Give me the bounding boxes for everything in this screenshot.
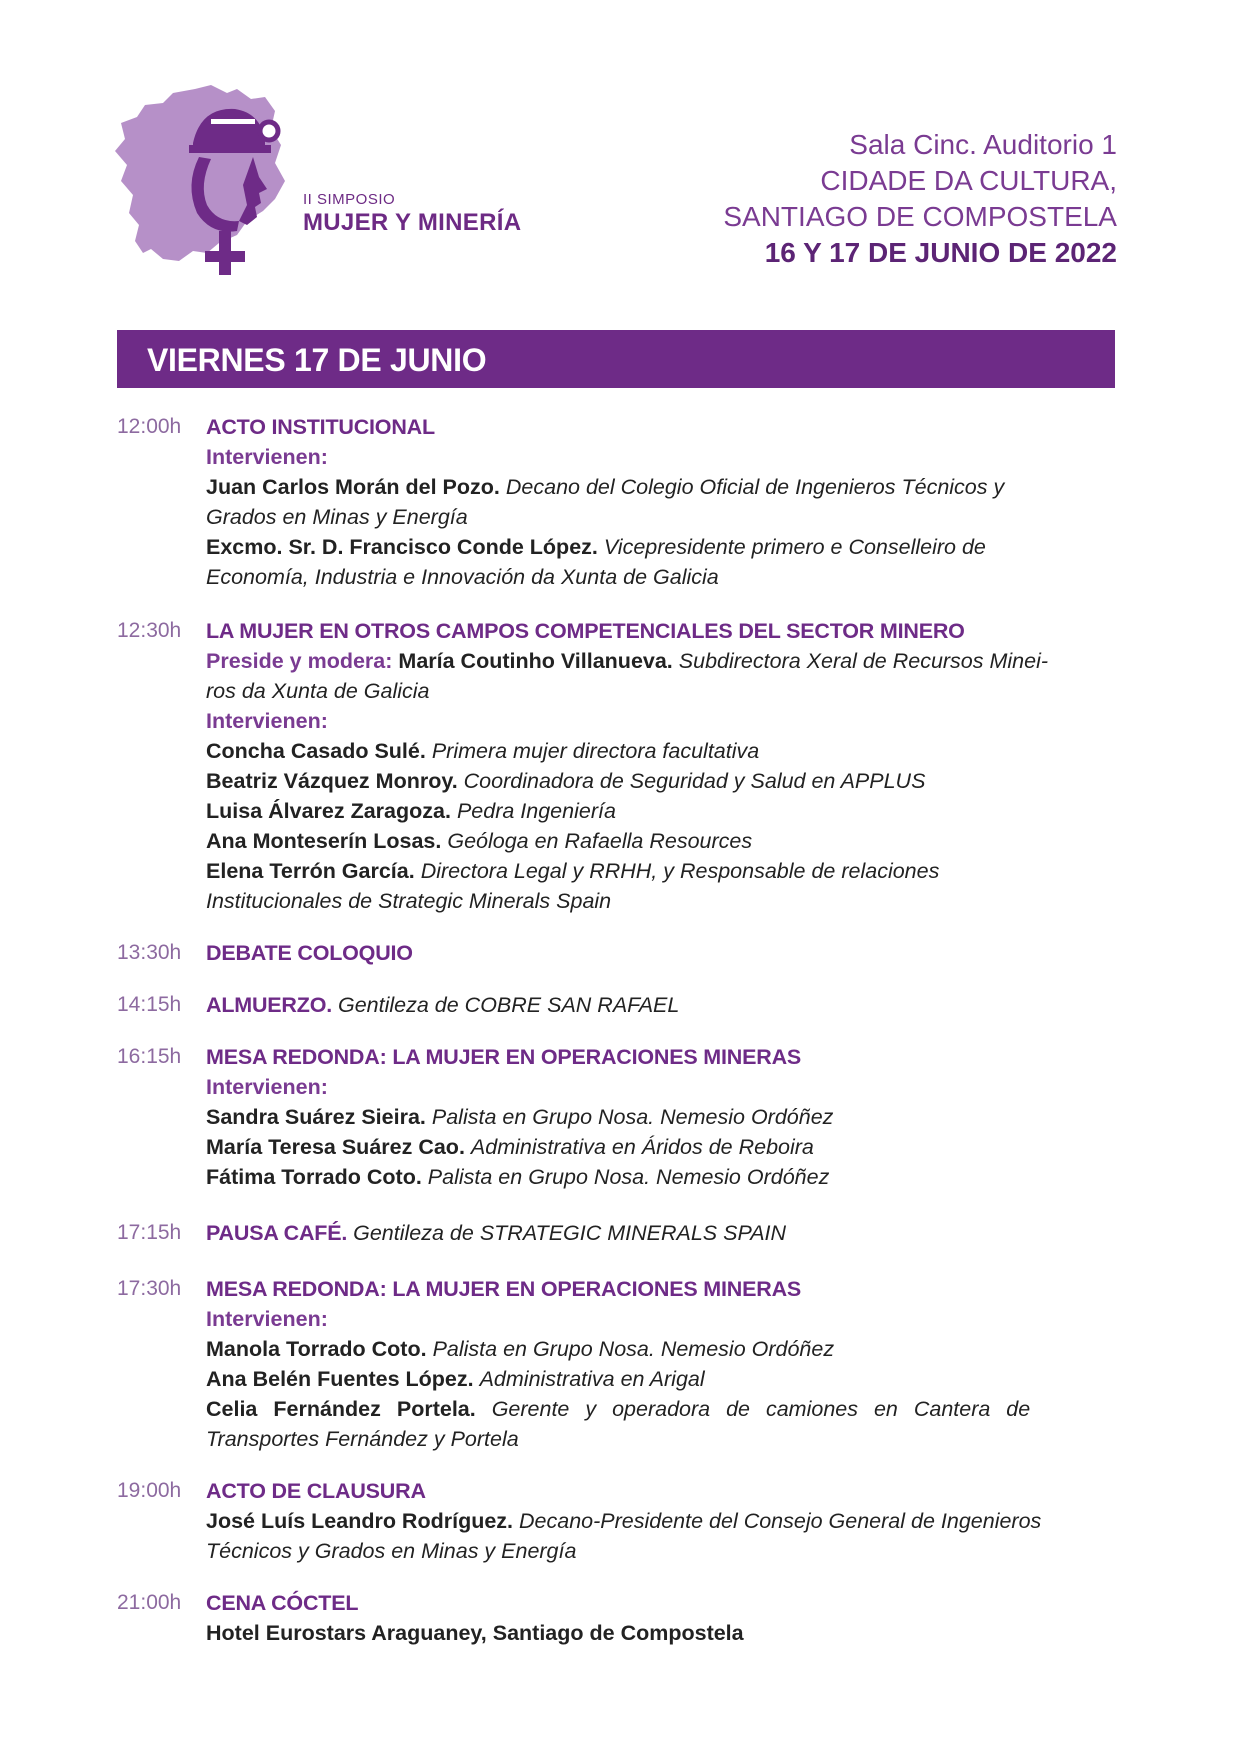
speaker-role-cont: Grados en Minas y Energía [206, 505, 468, 529]
speaker [206, 472, 1137, 502]
agenda-item [117, 1588, 1137, 1648]
speaker-name: Ana Monteserín Losas. [206, 829, 442, 853]
speaker-name: Sandra Suárez Sieira. [206, 1105, 426, 1129]
speaker [206, 1132, 1137, 1162]
speaker-role: Directora Legal y RRHH, y Responsable de relaciones [420, 859, 940, 883]
agenda-title: MESA REDONDA: LA MUJER EN OPERACIONES MINERAS [206, 1277, 802, 1301]
day-title: VIERNES 17 DE JUNIO [147, 342, 487, 378]
agenda-title: PAUSA CAFÉ. [206, 1221, 348, 1245]
agenda-title: DEBATE COLOQUIO [206, 941, 413, 965]
speaker [206, 1162, 1137, 1192]
speaker-role: Decano del Colegio Oficial de Ingenieros Técnicos y [505, 475, 1005, 499]
speaker-role: Vicepresidente primero e Conselleiro de [603, 535, 986, 559]
speaker-name: Manola Torrado Coto. [206, 1337, 427, 1361]
agenda-title: CENA CÓCTEL [206, 1591, 359, 1615]
agenda-title: ACTO INSTITUCIONAL [206, 415, 435, 439]
speaker [206, 826, 1137, 856]
venue-room: Sala Cinc. Auditorio 1 [849, 129, 1117, 160]
agenda-time: 12:30h [117, 619, 182, 642]
moderator-role-cont: ros da Xunta de Galicia [206, 679, 430, 703]
agenda-item [117, 1274, 1137, 1454]
agenda-title: ALMUERZO. [206, 993, 332, 1017]
speaker [206, 736, 1137, 766]
speaker-role: Gerente y operadora de camiones en Cantera de [491, 1397, 1031, 1421]
speaker-role: Primera mujer directora facultativa [431, 739, 760, 763]
logo-title: MUJER Y MINERÍA [303, 209, 522, 236]
agenda-time: 12:00h [117, 415, 182, 438]
speaker-name: Juan Carlos Morán del Pozo. [206, 475, 500, 499]
speaker-role: Palista en Grupo Nosa. Nemesio Ordóñez [427, 1165, 830, 1189]
agenda-note: Gentileza de STRATEGIC MINERALS SPAIN [353, 1221, 787, 1245]
speaker [206, 766, 1137, 796]
speakers-label: Intervienen: [206, 445, 328, 469]
agenda-item [117, 938, 1137, 968]
speaker-role: Administrativa en Áridos de Reboira [470, 1135, 814, 1159]
speaker-role-cont: Técnicos y Grados en Minas y Energía [206, 1539, 577, 1563]
speaker-name: Concha Casado Sulé. [206, 739, 426, 763]
speaker-name: Celia Fernández Portela. [206, 1397, 476, 1421]
agenda-item [117, 616, 1137, 916]
speaker-role: Administrativa en Arigal [479, 1367, 705, 1391]
speaker-role: Coordinadora de Seguridad y Salud en APPLUS [463, 769, 926, 793]
speaker-role-cont: Economía, Industria e Innovación da Xunta de Galicia [206, 565, 719, 589]
speaker-name: Fátima Torrado Coto. [206, 1165, 422, 1189]
agenda-time: 13:30h [117, 941, 182, 964]
speaker [206, 1334, 1137, 1364]
speaker-role: Palista en Grupo Nosa. Nemesio Ordóñez [431, 1105, 834, 1129]
speaker [206, 1364, 1137, 1394]
agenda-time: 14:15h [117, 993, 182, 1016]
speaker [206, 1506, 1137, 1536]
speaker-name: Luisa Álvarez Zaragoza. [206, 799, 451, 823]
agenda-time: 21:00h [117, 1591, 182, 1614]
symposium-logo [115, 85, 545, 285]
moderator-label: Preside y modera: [206, 649, 393, 673]
speaker-role: Decano-Presidente del Consejo General de Ingenieros [519, 1509, 1042, 1533]
event-dates: 16 Y 17 DE JUNIO DE 2022 [764, 237, 1117, 268]
agenda [117, 412, 1137, 1670]
day-banner [117, 330, 1115, 388]
galicia-map-miner-icon [115, 85, 305, 285]
speaker [206, 856, 1137, 886]
agenda-title: MESA REDONDA: LA MUJER EN OPERACIONES MINERAS [206, 1045, 802, 1069]
agenda-title: LA MUJER EN OTROS CAMPOS COMPETENCIALES DEL SECTOR MINERO [206, 619, 965, 643]
agenda-title: ACTO DE CLAUSURA [206, 1479, 426, 1503]
speaker-role-cont: Institucionales de Strategic Minerals Spain [206, 889, 612, 913]
moderator [206, 646, 1137, 676]
agenda-time: 17:15h [117, 1221, 182, 1244]
venue-city: SANTIAGO DE COMPOSTELA [723, 201, 1117, 232]
speaker-name: José Luís Leandro Rodríguez. [206, 1509, 514, 1533]
speakers-label: Intervienen: [206, 709, 328, 733]
speaker [206, 1394, 1137, 1424]
speakers-label: Intervienen: [206, 1307, 328, 1331]
moderator-name: María Coutinho Villanueva. [398, 649, 673, 673]
speakers-label: Intervienen: [206, 1075, 328, 1099]
agenda-time: 16:15h [117, 1045, 182, 1068]
speaker-role: Geóloga en Rafaella Resources [447, 829, 753, 853]
logo-subtitle: II SIMPOSIO [303, 191, 396, 208]
agenda-item [117, 412, 1137, 592]
speaker-name: Ana Belén Fuentes López. [206, 1367, 474, 1391]
speaker-role: Palista en Grupo Nosa. Nemesio Ordóñez [432, 1337, 835, 1361]
agenda-item [117, 990, 1137, 1020]
venue-building: CIDADE DA CULTURA, [820, 165, 1117, 196]
agenda-item [117, 1042, 1137, 1192]
speaker-role: Pedra Ingeniería [456, 799, 616, 823]
speaker-name: Excmo. Sr. D. Francisco Conde López. [206, 535, 598, 559]
agenda-time: 17:30h [117, 1277, 182, 1300]
speaker-name: Elena Terrón García. [206, 859, 415, 883]
venue-info [723, 127, 1117, 271]
event-location: Hotel Eurostars Araguaney, Santiago de Compostela [206, 1621, 744, 1645]
agenda-item [117, 1476, 1137, 1566]
speaker-role-cont: Transportes Fernández y Portela [206, 1427, 519, 1451]
speaker [206, 1102, 1137, 1132]
moderator-role: Subdirectora Xeral de Recursos Minei- [678, 649, 1049, 673]
agenda-note: Gentileza de COBRE SAN RAFAEL [337, 993, 680, 1017]
speaker-name: Beatriz Vázquez Monroy. [206, 769, 458, 793]
agenda-item [117, 1218, 1137, 1248]
agenda-time: 19:00h [117, 1479, 182, 1502]
speaker-name: María Teresa Suárez Cao. [206, 1135, 465, 1159]
speaker [206, 796, 1137, 826]
speaker [206, 532, 1137, 562]
